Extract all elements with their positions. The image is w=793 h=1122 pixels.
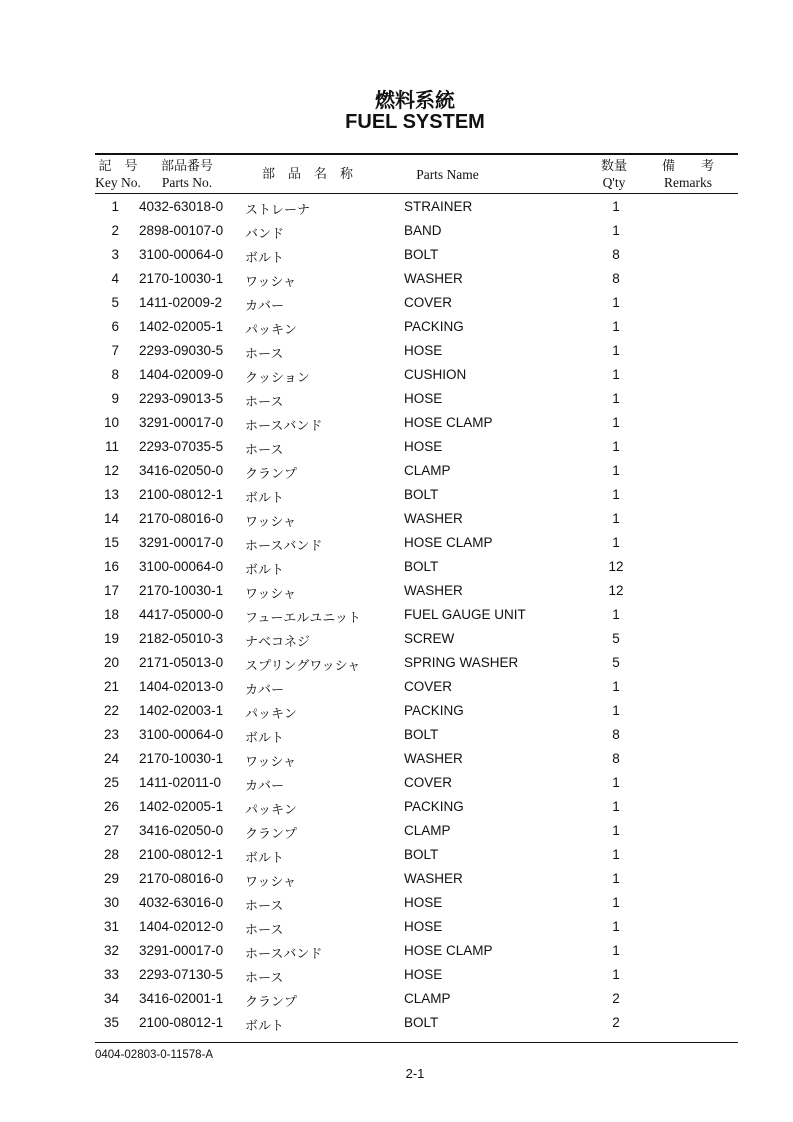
part-name-en-cell: PACKING [404,799,464,814]
header-name-ja [250,167,365,183]
key-no-cell: 19 [103,631,119,646]
part-name-en-cell: HOSE [404,343,443,358]
qty-cell: 1 [612,439,620,454]
part-name-ja-cell: カバー [245,299,285,314]
key-no-cell: 27 [103,823,119,838]
part-name-ja-cell: ワッシャ [245,275,297,290]
part-name-en-cell: WASHER [404,271,463,286]
part-name-en-cell: HOSE CLAMP [404,943,493,958]
part-name-en-cell: BOLT [404,487,439,502]
qty-cell: 1 [612,679,620,694]
table-row [0,316,793,340]
part-name-en-cell: CLAMP [404,823,451,838]
key-no-cell: 9 [111,391,119,406]
qty-cell: 1 [612,967,620,982]
part-name-en-cell: CUSHION [404,367,467,382]
key-no-cell: 7 [111,343,119,358]
table-row [0,196,793,220]
key-no-cell: 14 [103,511,119,526]
qty-cell: 12 [608,583,624,598]
qty-cell: 1 [612,775,620,790]
table-row [0,676,793,700]
part-name-en-cell: HOSE [404,391,443,406]
part-no-cell: 2100-08012-1 [139,487,224,502]
header-qty-en: Q'ty [602,175,626,190]
part-name-ja-cell: ワッシャ [245,755,297,770]
part-name-en-cell: BOLT [404,847,439,862]
qty-cell: 1 [612,607,620,622]
qty-cell: 8 [612,271,620,286]
part-name-ja-cell: ワッシャ [245,515,297,530]
header-parts-no [152,159,222,191]
qty-cell: 1 [612,703,620,718]
part-name-ja-cell: ホース [245,971,284,986]
part-name-en-cell: SCREW [404,631,455,646]
key-no-cell: 23 [103,727,119,742]
key-no-cell: 1 [111,199,119,214]
qty-cell: 8 [612,751,620,766]
part-no-cell: 3416-02050-0 [139,823,224,838]
part-no-cell: 2170-10030-1 [139,751,224,766]
key-no-cell: 24 [103,751,119,766]
key-no-cell: 28 [103,847,119,862]
part-name-ja-cell: ボルト [245,251,285,266]
key-no-cell: 15 [103,535,119,550]
header-remarks-en: Remarks [664,175,712,190]
part-name-ja-cell: パッキン [245,803,297,818]
document-number: 0404-02803-0-11578-A [95,1049,214,1061]
qty-cell: 1 [612,535,620,550]
key-no-cell: 8 [111,367,119,382]
header-key-ja: 記 号 [98,159,138,174]
part-no-cell: 4032-63016-0 [139,895,224,910]
part-name-en-cell: STRAINER [404,199,473,214]
table-row [0,508,793,532]
key-no-cell: 21 [103,679,119,694]
key-no-cell: 22 [103,703,119,718]
header-name-en-text: Parts Name [416,167,479,182]
part-name-ja-cell: パッキン [245,323,297,338]
part-no-cell: 3100-00064-0 [139,247,224,262]
part-name-ja-cell: カバー [245,779,285,794]
key-no-cell: 32 [103,943,119,958]
table-row [0,940,793,964]
part-no-cell: 1404-02012-0 [139,919,224,934]
page-title-en: FUEL SYSTEM [345,111,485,133]
part-no-cell: 3291-00017-0 [139,943,224,958]
part-no-cell: 1402-02005-1 [139,799,224,814]
part-name-en-cell: WASHER [404,871,463,886]
qty-cell: 1 [612,391,620,406]
qty-cell: 1 [612,943,620,958]
table-row [0,556,793,580]
part-no-cell: 3416-02001-1 [139,991,224,1006]
part-no-cell: 2170-08016-0 [139,871,224,886]
table-row [0,964,793,988]
table-row [0,340,793,364]
part-name-ja-cell: ボルト [245,1019,285,1034]
part-name-ja-cell: ホース [245,443,284,458]
part-no-cell: 4417-05000-0 [139,607,224,622]
part-name-ja-cell: バンド [245,227,285,242]
part-no-cell: 1402-02005-1 [139,319,224,334]
part-no-cell: 3291-00017-0 [139,415,224,430]
part-name-en-cell: FUEL GAUGE UNIT [404,607,526,622]
table-row [0,772,793,796]
part-name-ja-cell: クランプ [245,827,298,842]
qty-cell: 8 [612,727,620,742]
qty-cell: 1 [612,823,620,838]
qty-cell: 1 [612,511,620,526]
page-number: 2-1 [405,1066,425,1081]
key-no-cell: 10 [103,415,119,430]
table-row [0,580,793,604]
part-name-en-cell: COVER [404,679,453,694]
qty-cell: 2 [612,991,620,1006]
part-name-en-cell: SPRING WASHER [404,655,519,670]
part-no-cell: 1404-02009-0 [139,367,224,382]
part-name-ja-cell: ホース [245,395,284,410]
part-name-ja-cell: ワッシャ [245,587,297,602]
part-name-ja-cell: ホースバンド [245,539,323,554]
part-name-en-cell: HOSE [404,967,443,982]
part-name-ja-cell: ホースバンド [245,947,323,962]
qty-cell: 1 [612,871,620,886]
key-no-cell: 26 [103,799,119,814]
part-no-cell: 2171-05013-0 [139,655,224,670]
qty-cell: 1 [612,319,620,334]
qty-cell: 8 [612,247,620,262]
part-name-ja-cell: ボルト [245,563,285,578]
table-row [0,724,793,748]
part-name-en-cell: CLAMP [404,463,451,478]
key-no-cell: 31 [103,919,119,934]
part-no-cell: 3100-00064-0 [139,559,224,574]
part-name-en-cell: HOSE CLAMP [404,415,493,430]
key-no-cell: 16 [103,559,119,574]
qty-cell: 1 [612,895,620,910]
part-no-cell: 2170-10030-1 [139,271,224,286]
part-name-ja-cell: クッション [245,371,310,386]
part-name-ja-cell: ホース [245,923,284,938]
table-row [0,988,793,1012]
qty-cell: 1 [612,367,620,382]
key-no-cell: 35 [103,1015,119,1030]
key-no-cell: 18 [103,607,119,622]
qty-cell: 12 [608,559,624,574]
part-no-cell: 3100-00064-0 [139,727,224,742]
part-name-ja-cell: クランプ [245,995,298,1010]
table-row [0,868,793,892]
table-row [0,844,793,868]
part-no-cell: 2898-00107-0 [139,223,224,238]
part-name-en-cell: BOLT [404,247,439,262]
part-no-cell: 2293-07130-5 [139,967,224,982]
part-name-en-cell: WASHER [404,511,463,526]
part-name-ja-cell: ホース [245,347,284,362]
part-no-cell: 2182-05010-3 [139,631,224,646]
key-no-cell: 12 [103,463,119,478]
part-name-ja-cell: ボルト [245,491,285,506]
part-no-cell: 2293-09030-5 [139,343,224,358]
key-no-cell: 17 [103,583,119,598]
qty-cell: 5 [612,655,620,670]
header-name-ja-text: 部 品 名 称 [261,167,353,182]
part-name-en-cell: CLAMP [404,991,451,1006]
part-name-ja-cell: ナベコネジ [245,635,311,650]
table-row [0,220,793,244]
table-row [0,628,793,652]
header-partno-en: Parts No. [161,175,213,190]
page-title-ja: 燃料系統 [375,88,455,112]
part-no-cell: 2293-09013-5 [139,391,224,406]
header-remarks-ja: 備 考 [661,159,714,174]
key-no-cell: 34 [103,991,119,1006]
table-row [0,1012,793,1036]
part-name-en-cell: COVER [404,775,453,790]
key-no-cell: 4 [111,271,119,286]
table-row [0,364,793,388]
qty-cell: 1 [612,295,620,310]
table-row [0,892,793,916]
part-name-ja-cell: カバー [245,683,285,698]
part-name-en-cell: HOSE CLAMP [404,535,493,550]
key-no-cell: 29 [103,871,119,886]
header-partno-ja: 部品番号 [160,159,213,174]
table-bottom-rule [95,1042,738,1043]
part-name-en-cell: PACKING [404,703,464,718]
key-no-cell: 30 [103,895,119,910]
part-no-cell: 2170-10030-1 [139,583,224,598]
part-name-en-cell: WASHER [404,583,463,598]
table-row [0,604,793,628]
table-row [0,820,793,844]
key-no-cell: 20 [103,655,119,670]
part-name-en-cell: HOSE [404,439,443,454]
table-row [0,796,793,820]
qty-cell: 1 [612,343,620,358]
part-name-en-cell: HOSE [404,919,443,934]
header-name-en [400,167,495,183]
table-row [0,460,793,484]
part-name-en-cell: BAND [404,223,442,238]
part-no-cell: 1404-02013-0 [139,679,224,694]
qty-cell: 1 [612,847,620,862]
qty-cell: 1 [612,799,620,814]
qty-cell: 1 [612,223,620,238]
part-name-en-cell: BOLT [404,559,439,574]
table-top-rule [95,153,738,155]
header-bottom-rule [95,193,738,194]
key-no-cell: 2 [111,223,119,238]
part-name-ja-cell: ホースバンド [245,419,323,434]
table-row [0,532,793,556]
part-no-cell: 2170-08016-0 [139,511,224,526]
key-no-cell: 25 [103,775,119,790]
part-no-cell: 2100-08012-1 [139,1015,224,1030]
part-no-cell: 4032-63018-0 [139,199,224,214]
table-row [0,268,793,292]
parts-table-body [0,196,793,1036]
part-no-cell: 3416-02050-0 [139,463,224,478]
qty-cell: 1 [612,415,620,430]
part-name-ja-cell: パッキン [245,707,297,722]
part-no-cell: 1402-02003-1 [139,703,224,718]
table-row [0,484,793,508]
part-name-ja-cell: ワッシャ [245,875,297,890]
qty-cell: 5 [612,631,620,646]
part-no-cell: 2100-08012-1 [139,847,224,862]
table-row [0,652,793,676]
part-no-cell: 2293-07035-5 [139,439,224,454]
part-no-cell: 3291-00017-0 [139,535,224,550]
table-row [0,436,793,460]
key-no-cell: 11 [104,439,119,454]
key-no-cell: 6 [111,319,119,334]
part-name-en-cell: HOSE [404,895,443,910]
table-row [0,412,793,436]
part-name-en-cell: BOLT [404,1015,439,1030]
key-no-cell: 33 [103,967,119,982]
table-row [0,916,793,940]
part-name-ja-cell: ストレーナ [245,203,311,218]
part-name-ja-cell: ボルト [245,851,285,866]
part-no-cell: 1411-02009-2 [139,295,223,310]
part-name-ja-cell: ボルト [245,731,285,746]
key-no-cell: 13 [103,487,119,502]
part-name-en-cell: COVER [404,295,453,310]
part-name-ja-cell: クランプ [245,467,298,482]
part-name-ja-cell: ホース [245,899,284,914]
table-row [0,292,793,316]
part-no-cell: 1411-02011-0 [139,775,222,790]
table-row [0,700,793,724]
part-name-en-cell: BOLT [404,727,439,742]
part-name-en-cell: PACKING [404,319,464,334]
table-row [0,388,793,412]
header-qty-ja: 数量 [600,159,627,174]
key-no-cell: 5 [111,295,119,310]
part-name-ja-cell: スプリングワッシャ [245,659,361,674]
header-qty [592,159,636,191]
part-name-en-cell: WASHER [404,751,463,766]
qty-cell: 2 [612,1015,620,1030]
header-key-en: Key No. [95,175,141,190]
qty-cell: 1 [612,487,620,502]
qty-cell: 1 [612,463,620,478]
table-row [0,748,793,772]
header-key-no [93,159,143,191]
header-remarks [652,159,724,191]
table-row [0,244,793,268]
key-no-cell: 3 [111,247,119,262]
part-name-ja-cell: フューエルユニット [245,611,361,626]
qty-cell: 1 [612,919,620,934]
qty-cell: 1 [612,199,620,214]
